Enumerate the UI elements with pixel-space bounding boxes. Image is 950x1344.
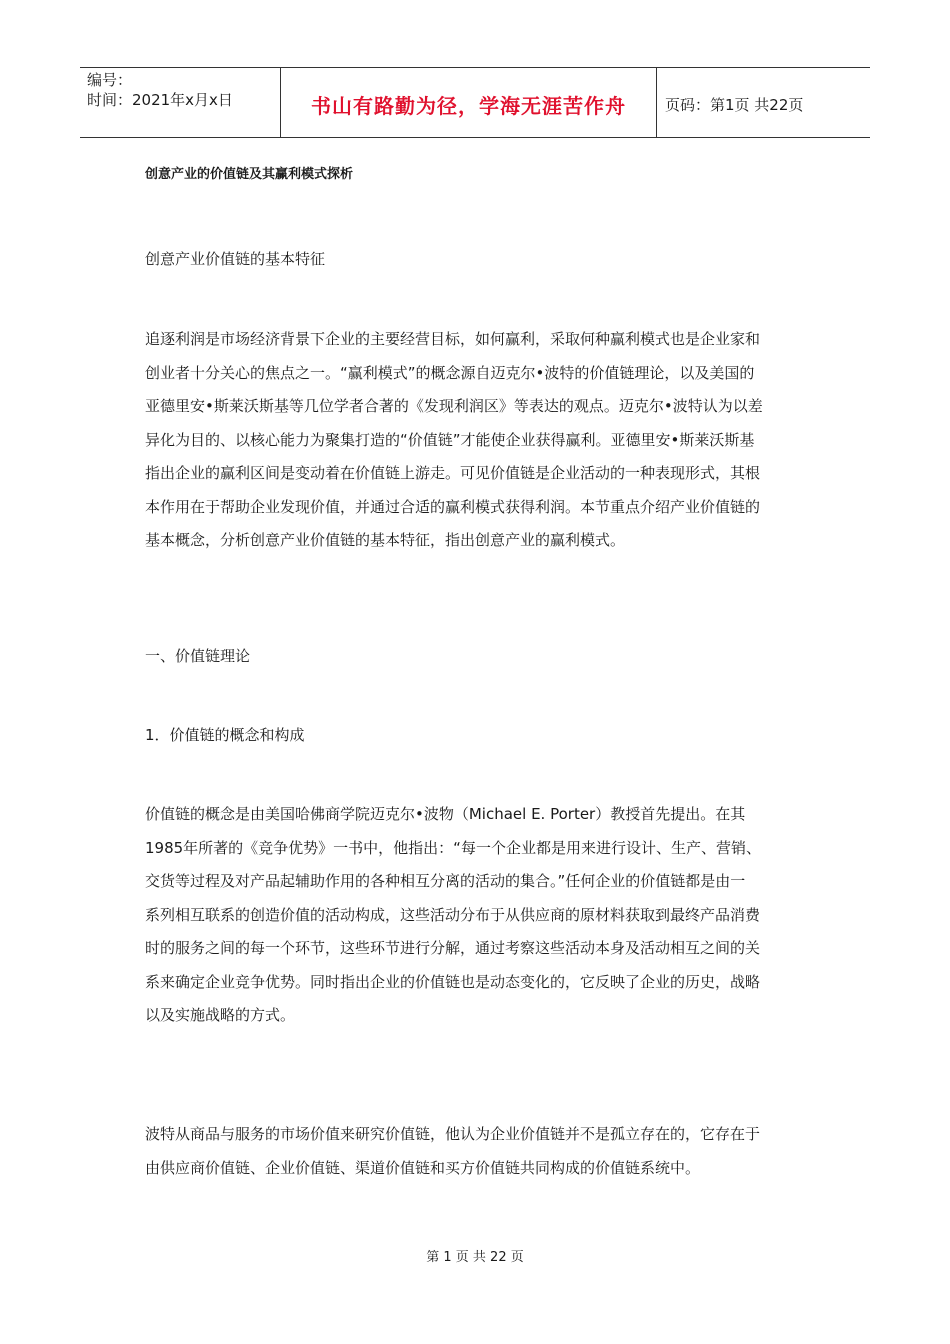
page-footer: 第 1 页 共 22 页 <box>426 1250 524 1265</box>
header-motto: 书山有路勤为径，学海无涯苦作舟 <box>281 68 657 137</box>
body-paragraph <box>145 323 810 558</box>
text-line: 交货等过程及对产品起辅助作用的各种相互分离的活动的集合。”任何企业的价值链都是由一 <box>145 872 746 890</box>
text-line: 亚德里安•斯莱沃斯基等几位学者合著的《发现利润区》等表达的观点。迈克尔•波特认为以差 <box>145 397 763 415</box>
text-line: 一、价值链理论 <box>145 647 251 665</box>
text-line: 基本概念，分析创意产业价值链的基本特征，指出创意产业的赢利模式。 <box>145 531 626 549</box>
text-line: 创业者十分关心的焦点之一。“赢利模式”的概念源自迈克尔•波特的价值链理论，以及美国的 <box>145 363 755 382</box>
document-date-label: 时间：2021年x月x日 <box>87 91 233 109</box>
section-heading <box>145 640 810 674</box>
text-line: 创意产业价值链的基本特征 <box>145 250 326 268</box>
subsection-heading <box>145 719 810 753</box>
text-line: 异化为目的、以核心能力为聚集打造的“价值链”才能使企业获得赢利。亚德里安•斯莱沃斯基 <box>145 430 755 449</box>
text-line: 本作用在于帮助企业发现价值，并通过合适的赢利模式获得利润。本节重点介绍产业价值链的 <box>145 497 761 516</box>
text-line: 系来确定企业竞争优势。同时指出企业的价值链也是动态变化的，它反映了企业的历史，战略 <box>145 972 761 991</box>
text-line: 价值链的概念是由美国哈佛商学院迈克尔•波物（Michael E. Porter）教授首先提出。在其 <box>145 805 746 823</box>
text-line: 1985年所著的《竞争优势》一书中，他指出：“每一个企业都是用来进行设计、生产、营销、 <box>145 838 761 857</box>
text-line: 波特从商品与服务的市场价值来研究价值链，他认为企业价值链并不是孤立存在的，它存在于 <box>145 1125 761 1143</box>
section-heading <box>145 243 810 277</box>
document-title: 创意产业的价值链及其赢利模式探析 <box>145 167 354 182</box>
body-paragraph <box>145 798 810 1033</box>
header-page-info: 页码：第1页 共22页 <box>665 95 804 114</box>
text-line: 系列相互联系的创造价值的活动构成，这些活动分布于从供应商的原材料获取到最终产品消费 <box>145 905 761 924</box>
text-line: 时的服务之间的每一个环节，这些环节进行分解，通过考察这些活动本身及活动相互之间的关 <box>145 939 761 957</box>
document-header <box>80 67 870 138</box>
body-paragraph <box>145 1118 810 1185</box>
header-meta-cell <box>80 68 281 137</box>
text-line: 追逐利润是市场经济背景下企业的主要经营目标，如何赢利，采取何种赢利模式也是企业家和 <box>145 330 761 348</box>
document-number-label: 编号： <box>87 71 133 89</box>
text-line: 以及实施战略的方式。 <box>145 1006 296 1024</box>
text-line: 1．价值链的概念和构成 <box>145 726 305 744</box>
text-line: 指出企业的赢利区间是变动着在价值链上游走。可见价值链是企业活动的一种表现形式，其根 <box>145 464 761 482</box>
text-line: 由供应商价值链、企业价值链、渠道价值链和买方价值链共同构成的价值链系统中。 <box>145 1158 701 1177</box>
